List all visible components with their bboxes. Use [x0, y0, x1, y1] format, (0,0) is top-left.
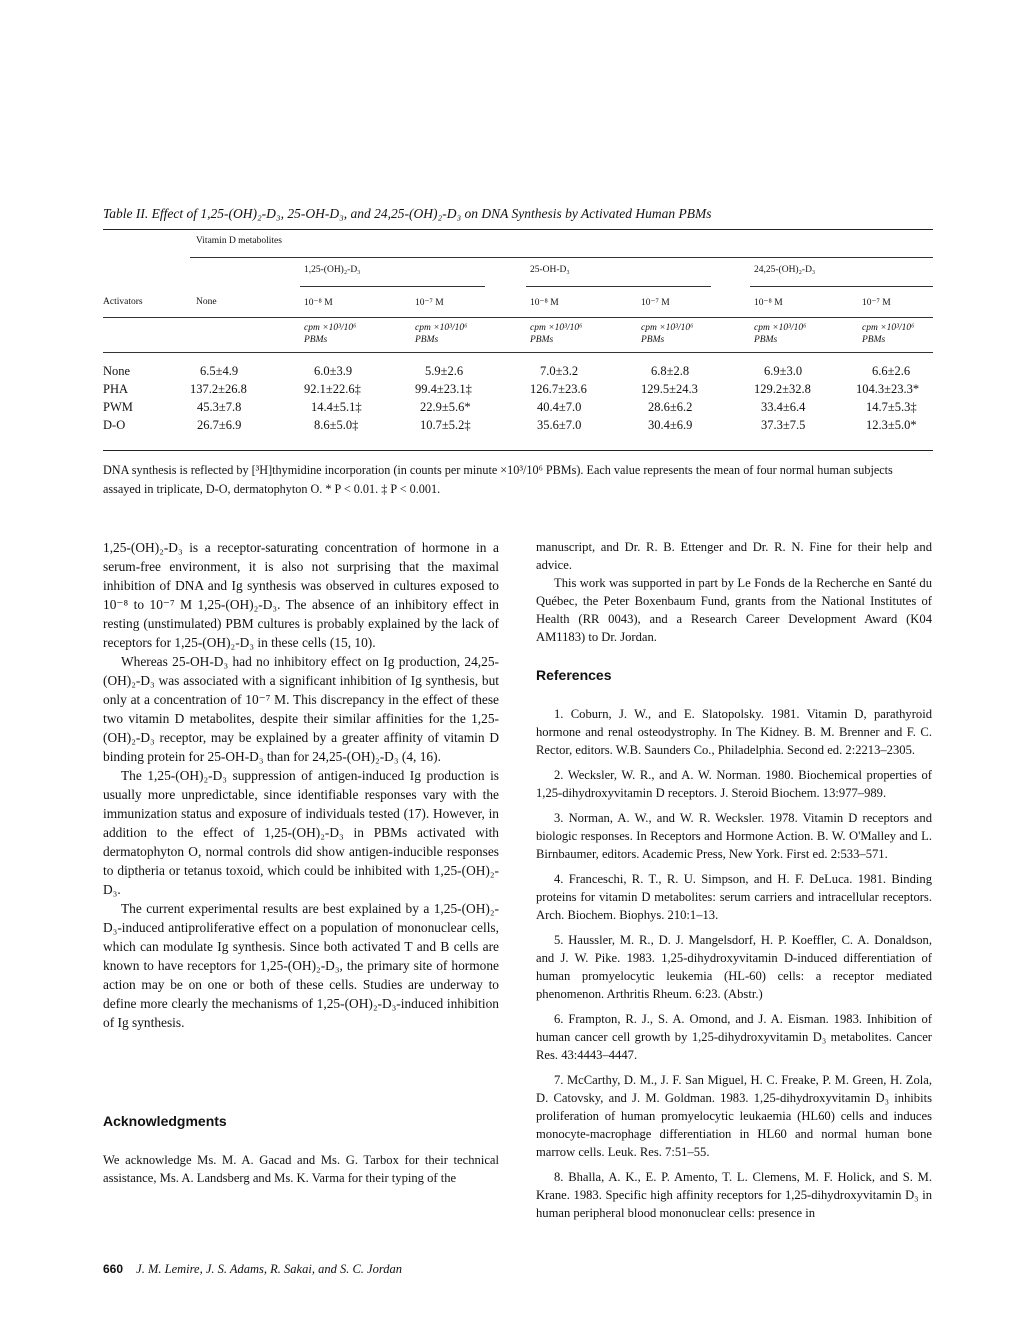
reference-item: 7. McCarthy, D. M., J. F. San Miguel, H. C. Freake, P. M. Green, H. Zola, D. Catovsky, and J. M. Goldman. 1983. 1,25-dihydroxyvitamin D₃ inhibits proliferation of human promyelocytic leukaemia (HL60) cells and induces monocyte-macrophage differentiation in HL60 and normal human bone marrow cells. Leuk. Res. 7:51–55.	[536, 1073, 932, 1159]
body-paragraph: Whereas 25-OH-D₃ had no inhibitory effect on Ig production, 24,25-(OH)₂-D₃ was associated with a significant inhibition of Ig synthesis, but only at a concentration of 10⁻⁷ M. This discrepancy in the effect of these two vitamin D metabolites, despite their similar affinities for the 1,25-(OH)₂-D₃ receptor, may be explained by a greater affinity of vitamin D binding protein for 25-OH-D₃ than for 24,25-(OH)₂-D₃ (4, 16).	[103, 654, 499, 764]
table-cell: 33.4±6.4	[761, 400, 806, 414]
conc-header-3: 10⁻⁸ M	[530, 298, 559, 308]
unit-line-1: cpm ×10³/10⁶	[304, 323, 357, 333]
table-cell: 37.3±7.5	[761, 418, 806, 432]
support-paragraph: This work was supported in part by Le Fonds de la Recherche en Santé du Québec, the Peter Boxenbaum Fund, grants from the National Institutes of Health (RR 0043), and a Research Career Development Award (K04 AM1183) to Dr. Jordan.	[536, 576, 932, 644]
metabolite-rule-1	[300, 286, 485, 287]
unit-line-2: PBMs	[530, 335, 554, 345]
page-number: 660	[103, 1262, 124, 1276]
conc-header-1: 10⁻⁸ M	[304, 298, 333, 308]
reference-item: 2. Wecksler, W. R., and A. W. Norman. 1980. Biochemical properties of 1,25-dihydroxyvitamin D receptors. J. Steroid Biochem. 13:977–989.	[536, 768, 932, 800]
table-cell: 8.6±5.0‡	[314, 418, 359, 432]
row-activator: PHA	[103, 382, 129, 396]
units-rule	[103, 352, 933, 353]
unit-label	[641, 322, 693, 346]
metabolite-header-3: 24,25-(OH)₂-D₃	[754, 265, 816, 275]
metabolite-header-1: 1,25-(OH)₂-D₃	[304, 265, 361, 275]
right-column-ack	[536, 538, 932, 646]
activators-header: Activators	[103, 297, 143, 307]
unit-line-2: PBMs	[304, 335, 328, 345]
table-cell: 129.2±32.8	[754, 382, 811, 396]
table-cell: 137.2±26.8	[190, 382, 247, 396]
group-header: Vitamin D metabolites	[196, 236, 282, 246]
reference-item: 1. Coburn, J. W., and E. Slatopolsky. 1981. Vitamin D, parathyroid hormone and renal osteodystrophy. In The Kidney. B. M. Brenner and F. C. Rector, editors. W.B. Saunders Co., Philadelphia. Second ed. 2:2213–2305.	[536, 707, 932, 757]
table-cell: 14.4±5.1‡	[311, 400, 362, 414]
body-paragraph: The current experimental results are best explained by a 1,25-(OH)₂-D₃-induced antiproliferative effect on a population of mononuclear cells, which can modulate Ig synthesis. Since both activated T and B cells are known to have receptors for 1,25-(OH)₂-D₃, the primary site of hormone action may be on one or both of these cells. Studies are underway to define more clearly the mechanisms of 1,25-(OH)₂-D₃-induced inhibition of Ig synthesis.	[103, 901, 499, 1030]
row-activator: PWM	[103, 400, 133, 414]
unit-line-2: PBMs	[862, 335, 886, 345]
left-column	[103, 538, 499, 1032]
table-footnote: DNA synthesis is reflected by [³H]thymidine incorporation (in counts per minute ×10³/10⁶ PBMs). Each value represents the mean of four normal human subjects assayed in triplicate, D-O, dermatophyton O. * P < 0.01. ‡ P < 0.001.	[103, 463, 893, 496]
page-footer	[103, 1262, 402, 1277]
unit-label	[862, 322, 914, 346]
table-cell: 99.4±23.1‡	[415, 382, 472, 396]
table-caption: Table II. Effect of 1,25-(OH)₂-D₃, 25-OH-D₃, and 24,25-(OH)₂-D₃ on DNA Synthesis by Activated Human PBMs	[103, 206, 712, 221]
table-cell: 28.6±6.2	[648, 400, 693, 414]
table-cell: 126.7±23.6	[530, 382, 587, 396]
footer-authors: J. M. Lemire, J. S. Adams, R. Sakai, and S. C. Jordan	[136, 1262, 402, 1276]
table-cell: 129.5±24.3	[641, 382, 698, 396]
unit-line-1: cpm ×10³/10⁶	[415, 323, 468, 333]
table-cell: 6.8±2.8	[651, 364, 690, 378]
references-list	[536, 705, 932, 1229]
group-header-rule	[190, 257, 933, 258]
ack-paragraph: We acknowledge Ms. M. A. Gacad and Ms. G. Tarbox for their technical assistance, Ms. A. Landsberg and Ms. K. Varma for their typing of the	[103, 1153, 499, 1185]
metabolite-rule-2	[526, 286, 711, 287]
none-header: None	[196, 297, 217, 307]
table-cell: 10.7±5.2‡	[420, 418, 471, 432]
table-cell: 40.4±7.0	[537, 400, 582, 414]
unit-label	[754, 322, 806, 346]
reference-item: 8. Bhalla, A. K., E. P. Amento, T. L. Clemens, M. F. Holick, and S. M. Krane. 1983. Specific high affinity receptors for 1,25-dihydroxyvitamin D₃ in human peripheral blood mononuclear cells: presence in	[536, 1170, 932, 1220]
conc-header-2: 10⁻⁷ M	[415, 298, 444, 308]
table-cell: 5.9±2.6	[425, 364, 464, 378]
unit-line-1: cpm ×10³/10⁶	[530, 323, 583, 333]
conc-header-6: 10⁻⁷ M	[862, 298, 891, 308]
acknowledgments-heading: Acknowledgments	[103, 1113, 227, 1129]
table-cell: 14.7±5.3‡	[866, 400, 917, 414]
table-cell: 6.5±4.9	[200, 364, 239, 378]
row-activator: None	[103, 364, 131, 378]
table-cell: 45.3±7.8	[197, 400, 242, 414]
body-paragraph: The 1,25-(OH)₂-D₃ suppression of antigen-induced Ig production is usually more unpredictable, since identifiable responses vary with the immunization status and exposure of individuals tested (17). However, in addition to the effect of 1,25-(OH)₂-D₃ in PBMs activated with dermatophyton O, normal controls did show antigen-inducible responses to diptheria or tetanus toxoid, which could be inhibited with 1,25-(OH)₂-D₃.	[103, 768, 499, 897]
reference-item: 5. Haussler, M. R., D. J. Mangelsdorf, H. P. Koeffler, C. A. Donaldson, and J. W. Pike. 1983. 1,25-dihydroxyvitamin D-induced differentiation of human promyelocytic leukemia (HL-60) cells: a receptor mediated phenomenon. Arthritis Rheum. 6:23. (Abstr.)	[536, 933, 932, 1001]
metabolite-header-2: 25-OH-D₃	[530, 265, 570, 275]
reference-item: 4. Franceschi, R. T., R. U. Simpson, and H. F. DeLuca. 1981. Binding proteins for vitamin D metabolites: serum carriers and intracellular receptors. Arch. Biochem. Biophys. 210:1–13.	[536, 872, 932, 922]
conc-header-5: 10⁻⁸ M	[754, 298, 783, 308]
column-header-rule	[103, 317, 933, 318]
table-cell: 104.3±23.3*	[856, 382, 920, 396]
reference-item: 3. Norman, A. W., and W. R. Wecksler. 1978. Vitamin D receptors and biologic responses. In Receptors and Hormone Action. B. W. O'Malley and L. Birnbaumer, editors. Academic Press, New York. First ed. 2:533–571.	[536, 811, 932, 861]
table-cell: 22.9±5.6*	[420, 400, 471, 414]
reference-item: 6. Frampton, R. J., S. A. Omond, and J. A. Eisman. 1983. Inhibition of human cancer cell growth by 1,25-dihydroxyvitamin D₃ metabolites. Cancer Res. 43:4443–4447.	[536, 1012, 932, 1062]
references-heading: References	[536, 667, 612, 683]
table-cell: 6.0±3.9	[314, 364, 353, 378]
table-cell: 30.4±6.9	[648, 418, 693, 432]
unit-label	[304, 322, 356, 346]
table-cell: 26.7±6.9	[197, 418, 242, 432]
table-cell: 6.9±3.0	[764, 364, 803, 378]
unit-line-2: PBMs	[754, 335, 778, 345]
unit-label	[530, 322, 582, 346]
unit-line-1: cpm ×10³/10⁶	[862, 323, 915, 333]
unit-line-2: PBMs	[415, 335, 439, 345]
conc-header-4: 10⁻⁷ M	[641, 298, 670, 308]
acknowledgments-text	[103, 1151, 499, 1187]
table-cell: 6.6±2.6	[872, 364, 911, 378]
unit-line-1: cpm ×10³/10⁶	[754, 323, 807, 333]
body-paragraph: 1,25-(OH)₂-D₃ is a receptor-saturating concentration of hormone in a serum-free environment, it is also not surprising that the maximal inhibition of DNA and Ig synthesis was observed in cultures exposed to 10⁻⁸ to 10⁻⁷ M 1,25-(OH)₂-D₃. The absence of an inhibitory effect in resting (unstimulated) PBM cultures is probably explained by the lack of receptors for 1,25-(OH)₂-D₃ in these cells (15, 10).	[103, 540, 499, 650]
table-cell: 7.0±3.2	[540, 364, 579, 378]
table-cell: 35.6±7.0	[537, 418, 582, 432]
unit-label	[415, 322, 467, 346]
row-activator: D-O	[103, 418, 126, 432]
table-cell: 92.1±22.6‡	[304, 382, 361, 396]
table-cell: 12.3±5.0*	[866, 418, 917, 432]
unit-line-1: cpm ×10³/10⁶	[641, 323, 694, 333]
table-top-rule	[103, 229, 933, 230]
table-bottom-rule	[103, 450, 933, 451]
unit-line-2: PBMs	[641, 335, 665, 345]
metabolite-rule-3	[750, 286, 933, 287]
ack-continued: manuscript, and Dr. R. B. Ettenger and Dr. R. N. Fine for their help and advice.	[536, 540, 932, 572]
